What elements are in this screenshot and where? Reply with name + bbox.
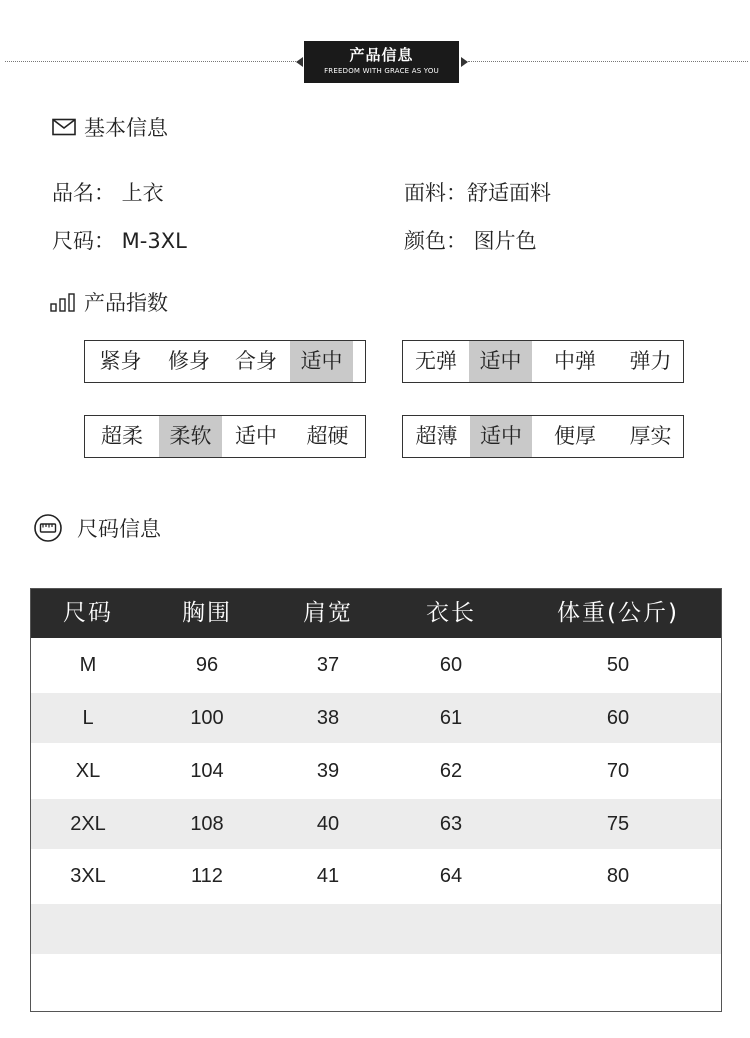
table-cell: 39 xyxy=(316,760,340,782)
table-cell: 50 xyxy=(606,654,630,676)
column-header-shoulder: 肩宽 xyxy=(303,600,353,626)
table-cell xyxy=(515,904,721,954)
table-cell xyxy=(31,954,145,1011)
table-row xyxy=(31,799,721,849)
basic-info-title: 基本信息 xyxy=(84,116,168,140)
softness-option-hard: 超硬 xyxy=(306,424,349,448)
table-cell: 80 xyxy=(606,865,630,887)
table-cell xyxy=(387,904,515,954)
fit-option-regular: 合身 xyxy=(235,349,277,373)
column-header-size: 尺码 xyxy=(63,600,113,626)
table-cell: 61 xyxy=(439,707,463,729)
table-cell: M xyxy=(79,654,97,676)
table-cell: XL xyxy=(75,760,101,782)
table-cell: 41 xyxy=(316,865,340,887)
product-name: 品名： 上衣 xyxy=(52,181,164,205)
table-cell xyxy=(387,954,515,1011)
softness-option-moderate: 适中 xyxy=(235,424,277,448)
table-cell: 2XL xyxy=(70,813,106,835)
softness-option-ultra-soft: 超柔 xyxy=(101,424,143,448)
thickness-option-thick: 厚实 xyxy=(629,424,672,448)
table-cell: 62 xyxy=(439,760,463,782)
divider-right xyxy=(468,61,748,62)
softness-option-soft: 柔软 xyxy=(159,416,222,457)
envelope-icon xyxy=(52,118,76,136)
table-cell xyxy=(515,954,721,1011)
table-row xyxy=(31,638,721,693)
table-cell: 64 xyxy=(439,865,463,887)
fit-index-box xyxy=(84,340,366,383)
table-row xyxy=(31,743,721,799)
product-index-heading xyxy=(50,287,168,317)
table-row xyxy=(31,849,721,904)
table-cell: 104 xyxy=(190,760,224,782)
basic-info-heading xyxy=(52,112,168,142)
size-info-heading xyxy=(33,513,161,543)
table-cell xyxy=(31,904,145,954)
banner-subtitle: FREEDOM WITH GRACE AS YOU xyxy=(324,67,439,75)
product-size: 尺码： M-3XL xyxy=(52,229,187,253)
table-cell xyxy=(145,904,269,954)
banner-title: 产品信息 xyxy=(349,46,414,64)
size-table xyxy=(30,588,722,1012)
table-cell: 96 xyxy=(195,654,219,676)
table-cell: 38 xyxy=(316,707,340,729)
table-cell: L xyxy=(82,707,94,729)
fit-option-moderate: 适中 xyxy=(290,341,353,382)
stretch-option-none: 无弹 xyxy=(415,349,457,373)
table-cell: 60 xyxy=(606,707,630,729)
thickness-option-medium-thick: 便厚 xyxy=(554,424,596,448)
ruler-icon xyxy=(33,513,63,543)
table-cell xyxy=(269,954,387,1011)
thickness-option-moderate: 适中 xyxy=(470,416,532,457)
arrow-right-icon xyxy=(461,57,468,67)
table-row xyxy=(31,954,721,1011)
size-info-title: 尺码信息 xyxy=(77,517,161,541)
table-cell: 100 xyxy=(190,707,224,729)
softness-index-box xyxy=(84,415,366,458)
arrow-left-icon xyxy=(296,57,303,67)
table-cell: 63 xyxy=(439,813,463,835)
bar-chart-icon xyxy=(50,292,76,312)
thickness-option-ultra-thin: 超薄 xyxy=(415,424,458,448)
stretch-index-box xyxy=(402,340,684,383)
table-cell xyxy=(269,904,387,954)
table-cell: 37 xyxy=(316,654,340,676)
table-cell: 75 xyxy=(606,813,630,835)
table-cell: 60 xyxy=(439,654,463,676)
table-row xyxy=(31,904,721,954)
table-cell: 112 xyxy=(191,865,223,887)
column-header-length: 衣长 xyxy=(426,600,476,626)
table-cell: 70 xyxy=(606,760,630,782)
fit-option-slim: 修身 xyxy=(168,349,210,373)
section-banner xyxy=(304,41,459,83)
divider-left xyxy=(5,61,296,62)
table-cell xyxy=(145,954,269,1011)
column-header-weight: 体重(公斤) xyxy=(557,600,679,626)
table-cell: 40 xyxy=(316,813,340,835)
fit-option-tight: 紧身 xyxy=(99,349,142,373)
product-fabric: 面料：舒适面料 xyxy=(404,181,551,205)
stretch-option-elastic: 弹力 xyxy=(629,349,672,373)
product-index-title: 产品指数 xyxy=(84,291,168,315)
stretch-option-moderate: 适中 xyxy=(469,341,532,382)
product-color: 颜色： 图片色 xyxy=(404,229,537,253)
table-cell: 108 xyxy=(190,813,224,835)
table-header xyxy=(31,589,721,638)
table-cell: 3XL xyxy=(70,865,106,887)
thickness-index-box xyxy=(402,415,684,458)
column-header-chest: 胸围 xyxy=(182,600,232,626)
stretch-option-medium: 中弹 xyxy=(554,349,596,373)
table-row xyxy=(31,693,721,743)
